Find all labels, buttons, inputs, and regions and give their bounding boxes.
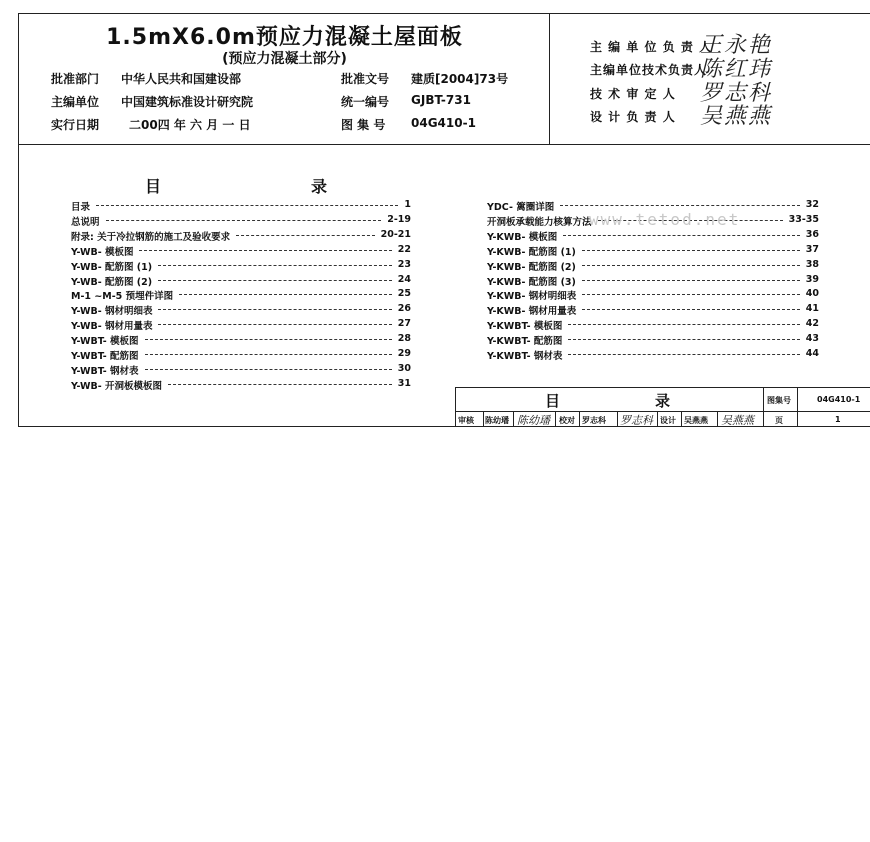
signature: 吴燕燕 [700, 104, 773, 129]
toc-heading-left: 目 [145, 177, 162, 196]
toc-entry-label: Y-KWB- 钢材用量表 [487, 306, 577, 318]
toc-entry-label: Y-WB- 开洞板模板图 [71, 380, 162, 392]
toc-entry-label: Y-KWB- 配筋图 (2) [487, 261, 576, 273]
toc-leader [568, 324, 800, 325]
watermark: www.tetod.net [589, 210, 741, 229]
toc-entry-label: Y-WB- 模板图 [71, 246, 134, 258]
toc-entry-label: Y-WB- 配筋图 (2) [71, 276, 153, 288]
design-signature: 吴燕燕 [721, 414, 754, 427]
toc-entry-page: 25 [397, 288, 411, 300]
info-label: 主编单位 [51, 95, 100, 109]
check-name: 罗志科 [582, 416, 606, 425]
toc-entry [487, 333, 819, 347]
responsible-row [590, 85, 676, 102]
toc-entry-label: Y-KWBT- 配筋图 [487, 336, 563, 348]
toc-leader [145, 354, 392, 355]
title-block-vline [513, 411, 514, 427]
review-name: 陈幼璠 [485, 416, 509, 425]
toc-entry-page: 37 [805, 243, 819, 255]
toc-entry-page: 24 [397, 273, 411, 285]
title-block-vline [657, 411, 658, 427]
toc-entry-label: Y-WB- 钢材明细表 [71, 306, 153, 318]
page-label: 页 [775, 416, 783, 425]
title-block-vline [483, 411, 484, 427]
title-block [455, 387, 870, 427]
title-block-heading-right: 录 [655, 392, 671, 410]
title-block-heading-left: 目 [545, 392, 561, 410]
toc-leader [568, 339, 800, 340]
page-number: 1 [835, 415, 841, 424]
responsible-role: 设 计 负 责 人 [590, 110, 676, 124]
toc-entry-label: 目录 [71, 202, 91, 213]
toc-entry [487, 259, 819, 273]
toc-entry-label: 附录: 关于冷拉钢筋的施工及验收要求 [71, 231, 231, 243]
toc-entry [487, 274, 819, 288]
toc-entry [71, 378, 411, 392]
toc-entry-page: 22 [397, 243, 411, 255]
toc-leader [563, 235, 800, 236]
toc-entry-page: 31 [397, 377, 411, 389]
signature: 王永艳 [700, 33, 773, 58]
info-value-2: GJBT-731 [411, 93, 471, 107]
toc-heading-right: 录 [311, 177, 328, 196]
toc-entry [71, 333, 411, 347]
toc-entry [71, 229, 411, 243]
toc-leader [236, 235, 375, 236]
toc-entry-page: 2-19 [387, 213, 411, 225]
design-label: 设计 [660, 416, 676, 425]
toc-leader [582, 265, 800, 266]
toc-entry-page: 29 [397, 348, 411, 359]
responsible-row [590, 61, 707, 78]
toc-entry-page: 27 [397, 318, 411, 330]
toc-entry-label: Y-WBT- 模板图 [71, 336, 139, 348]
title-block-vline [797, 387, 798, 427]
toc-entry-page: 40 [805, 288, 819, 300]
toc-entry-page: 23 [397, 258, 411, 270]
toc-entry-page: 33-35 [788, 213, 819, 225]
toc-leader [158, 324, 392, 325]
toc-leader [139, 250, 392, 251]
title-block-vline [579, 411, 580, 427]
toc-entry-page: 1 [404, 199, 411, 210]
toc-leader [158, 309, 392, 310]
toc-entry [487, 303, 819, 317]
atlas-number: 04G410-1 [817, 395, 861, 404]
toc-entry [487, 348, 819, 362]
toc-entry-label: Y-WB- 钢材用量表 [71, 321, 153, 333]
toc-entry-label: Y-KWB- 模板图 [487, 231, 558, 243]
toc-leader [96, 205, 398, 206]
toc-entry-page: 26 [397, 303, 411, 315]
toc-entry-label: Y-KWB- 配筋图 (3) [487, 276, 576, 288]
responsibles-block [550, 14, 870, 144]
responsible-row [590, 108, 676, 125]
title-block-vline [617, 411, 618, 427]
info-value: 中华人民共和国建设部 [121, 72, 242, 86]
toc-entry-label: Y-WBT- 钢材表 [71, 365, 139, 377]
review-label: 审核 [458, 416, 474, 425]
atlas-number-label: 图集号 [767, 396, 791, 405]
toc-entry [487, 244, 819, 258]
toc-entry [71, 303, 411, 317]
responsible-role: 主 编 单 位 负 责 人 [590, 40, 713, 54]
title-block-vline [763, 387, 764, 427]
toc-entry-page: 36 [805, 228, 819, 240]
toc-entry-page: 42 [805, 318, 819, 330]
toc-entry [71, 288, 411, 302]
toc-entry-page: 30 [397, 362, 411, 374]
info-value-2: 建质[2004]73号 [411, 72, 509, 86]
info-label-2: 统一编号 [341, 95, 390, 109]
toc-leader [560, 205, 800, 206]
info-label-2: 图 集 号 [341, 118, 386, 132]
toc-entry [487, 229, 819, 243]
toc-entry [71, 363, 411, 377]
review-signature: 陈幼璠 [517, 414, 550, 427]
toc-entry-page: 32 [805, 199, 819, 210]
toc-leader [106, 220, 381, 221]
info-value: 二00四 年 六 月 一 日 [129, 118, 251, 132]
toc-entry-label: Y-KWB- 配筋图 (1) [487, 246, 576, 258]
toc-leader [158, 280, 392, 281]
toc-entry [71, 259, 411, 273]
signature: 罗志科 [700, 81, 773, 106]
toc-entry-page: 38 [805, 258, 819, 270]
title-block-vline [717, 411, 718, 427]
atlas-title: 1.5mX6.0m预应力混凝土屋面板 [106, 25, 463, 50]
toc-entry-label: Y-KWBT- 钢材表 [487, 351, 563, 362]
info-label: 批准部门 [51, 72, 100, 86]
toc-entry [71, 199, 411, 213]
toc-entry [71, 348, 411, 362]
responsible-role: 技 术 审 定 人 [590, 87, 676, 101]
title-block-vline [555, 411, 556, 427]
responsible-role: 主编单位技术负责人 [590, 63, 708, 77]
toc-entry [71, 274, 411, 288]
toc-entry [487, 318, 819, 332]
responsible-row [590, 38, 712, 55]
toc-leader [568, 354, 800, 355]
atlas-subtitle: (预应力混凝土部分) [222, 51, 347, 67]
toc-entry-label: Y-KWBT- 模板图 [487, 321, 563, 333]
toc-entry-page: 41 [805, 303, 819, 315]
header-divider [19, 144, 870, 145]
toc-entry-label: 总说明 [71, 216, 100, 228]
toc-leader [145, 369, 392, 370]
toc-leader [145, 339, 392, 340]
toc-entry [71, 318, 411, 332]
toc-entry-page: 20-21 [380, 228, 411, 240]
info-label-2: 批准文号 [341, 72, 390, 86]
toc-entry-page: 44 [805, 348, 819, 359]
toc-leader [582, 280, 800, 281]
toc-entry-label: M-1 ~M-5 预埋件详图 [71, 291, 174, 303]
toc-entry [71, 214, 411, 228]
check-signature: 罗志科 [620, 414, 653, 427]
toc-entry [71, 244, 411, 258]
info-value-2: 04G410-1 [411, 116, 476, 130]
info-value: 中国建筑标准设计研究院 [121, 95, 254, 109]
toc-entry-label: Y-WB- 配筋图 (1) [71, 261, 153, 273]
toc-entry-page: 39 [805, 273, 819, 285]
drawing-sheet [18, 13, 870, 427]
toc-entry-label: Y-KWB- 钢材明细表 [487, 291, 577, 303]
toc-entry-page: 28 [397, 333, 411, 345]
toc-leader [158, 265, 392, 266]
toc-entry-label: 开洞板承载能力核算方法 [487, 216, 592, 228]
design-name: 吴燕燕 [684, 416, 708, 425]
toc-leader [168, 384, 392, 385]
toc-leader [582, 309, 800, 310]
toc-entry-page: 43 [805, 333, 819, 345]
toc-entry-label: Y-WBT- 配筋图 [71, 351, 139, 362]
toc-entry-label: YDC- 篱圈详图 [487, 202, 555, 213]
title-block-vline [681, 411, 682, 427]
toc-leader [179, 294, 392, 295]
info-label: 实行日期 [51, 118, 100, 132]
signature: 陈红玮 [700, 57, 773, 82]
check-label: 校对 [559, 416, 575, 425]
toc-leader [582, 250, 800, 251]
toc-leader [582, 294, 800, 295]
header-title-block [19, 14, 550, 144]
toc-entry [487, 288, 819, 302]
